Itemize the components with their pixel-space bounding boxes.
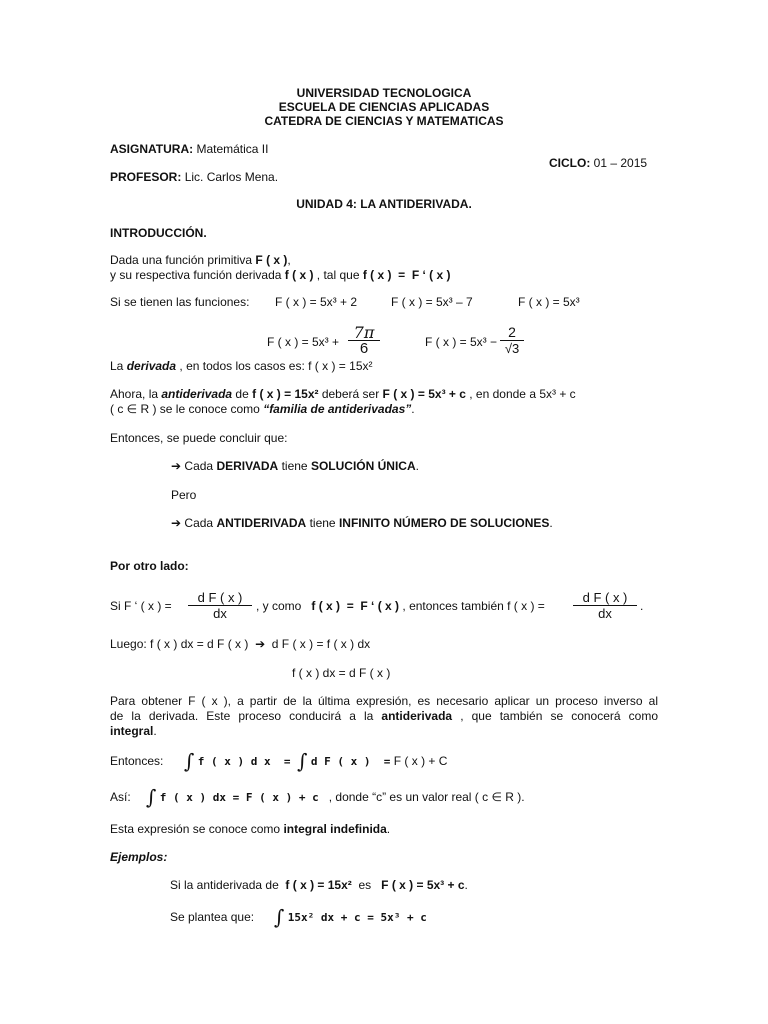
conclude-text: Entonces, se puede concluir que:	[110, 431, 288, 445]
function-5-prefix: F ( x ) = 5x³ −	[425, 335, 498, 349]
example-integral: ∫ 15x² dx + c = 5x³ + c	[274, 905, 427, 929]
fraction-numerator: d F ( x )	[188, 590, 252, 606]
bullet-antiderivada: ➔ Cada ANTIDERIVADA tiene INFINITO NÚMERO DE SOLUCIONES.	[171, 516, 553, 530]
antiderivative-line-1: Ahora, la antiderivada de f ( x ) = 15x² deberá ser F ( x ) = 5x³ + c , en donde a 5x³ + c	[110, 387, 576, 401]
cycle-value: 01 – 2015	[593, 156, 648, 170]
bullet-derivada: ➔ Cada DERIVADA tiene SOLUCIÓN ÚNICA.	[171, 459, 419, 473]
arrow-right-icon: ➔	[255, 637, 266, 651]
integral-icon: ∫	[146, 785, 157, 809]
subject-line	[110, 142, 268, 156]
integral-icon: ∫	[297, 749, 308, 773]
function-4-prefix: F ( x ) = 5x³ +	[267, 335, 340, 349]
fraction-2-over-sqrt3	[500, 325, 524, 356]
pero-text: Pero	[171, 488, 197, 502]
subject-label: ASIGNATURA:	[110, 142, 194, 156]
indefinite-line: Esta expresión se conoce como integral indefinida.	[110, 822, 391, 836]
cycle-line	[549, 156, 647, 170]
fraction-denominator: √3	[504, 341, 520, 356]
math-f-equals-Fprime: f ( x ) = F ‘ ( x )	[362, 268, 451, 282]
intro-heading: INTRODUCCIÓN.	[110, 226, 207, 240]
obtain-line-1: Para obtener F ( x ), a partir de la última expresión, es necesario aplicar un proceso inverso al	[110, 694, 658, 708]
cycle-label: CICLO:	[549, 156, 591, 170]
asi-label: Así:	[110, 790, 131, 804]
integral-icon: ∫	[184, 749, 195, 773]
math-F-x: F ( x )	[255, 253, 288, 267]
math-f-x: f ( x )	[284, 268, 314, 282]
example-line-2-label: Se plantea que:	[170, 910, 255, 924]
professor-line	[110, 170, 278, 184]
arrow-right-icon: ➔	[171, 516, 182, 530]
fraction-7pi-over-6	[348, 325, 380, 356]
function-3: F ( x ) = 5x³	[518, 295, 580, 309]
professor-label: PROFESOR:	[110, 170, 182, 184]
fraction-denominator: dx	[598, 606, 612, 621]
unit-title: UNIDAD 4: LA ANTIDERIVADA.	[296, 197, 472, 211]
fraction-denominator: dx	[213, 606, 227, 621]
function-1: F ( x ) = 5x³ + 2	[275, 295, 358, 309]
subject-value: Matemática II	[196, 142, 269, 156]
si-line-prefix: Si F ‘ ( x ) =	[110, 599, 172, 613]
si-line-end: .	[640, 599, 644, 613]
fraction-numerator: 7π	[348, 325, 380, 341]
antiderivative-line-2: ( c ∈ R ) se le conoce como “familia de antiderivadas”.	[110, 402, 415, 416]
intro-line-1: Dada una función primitiva F ( x ),	[110, 253, 291, 267]
obtain-line-2: de la derivada. Este proceso conducirá a la antiderivada , que también se conocerá como	[110, 709, 658, 723]
integral-equation-1: ∫ f ( x ) d x = ∫ d F ( x ) = F ( x ) + C	[184, 749, 448, 773]
fraction-denominator: 6	[359, 340, 369, 357]
fraction-dF-over-dx-2	[573, 590, 637, 621]
luego-line-2: f ( x ) dx = d F ( x )	[292, 666, 391, 680]
functions-lead: Si se tienen las funciones:	[110, 295, 250, 309]
example-line-1: Si la antiderivada de f ( x ) = 15x² es F ( x ) = 5x³ + c.	[170, 878, 468, 892]
obtain-line-3: integral.	[110, 724, 157, 738]
fraction-numerator: 2	[500, 325, 524, 341]
examples-heading: Ejemplos:	[110, 850, 168, 864]
intro-line-2: y su respectiva función derivada f ( x ) , tal que f ( x ) = F ‘ ( x )	[110, 268, 451, 282]
school-title: ESCUELA DE CIENCIAS APLICADAS	[278, 100, 490, 114]
other-side-heading: Por otro lado:	[110, 559, 189, 573]
arrow-right-icon: ➔	[171, 459, 182, 473]
fraction-numerator: d F ( x )	[573, 590, 637, 606]
chair-title: CATEDRA DE CIENCIAS Y MATEMATICAS	[264, 114, 504, 128]
derivative-line: La derivada , en todos los casos es: f ( x ) = 15x²	[110, 359, 373, 373]
fraction-dF-over-dx	[188, 590, 252, 621]
integral-icon: ∫	[274, 905, 285, 929]
professor-value: Lic. Carlos Mena.	[184, 170, 279, 184]
si-line-middle: , y como f ( x ) = F ‘ ( x ) , entonces también f ( x ) =	[256, 599, 545, 613]
function-2: F ( x ) = 5x³ – 7	[391, 295, 473, 309]
luego-line: Luego: f ( x ) dx = d F ( x ) ➔ d F ( x ) = f ( x ) dx	[110, 637, 371, 651]
integral-equation-2: ∫ f ( x ) dx = F ( x ) + c , donde “c” es un valor real ( c ∈ R ).	[146, 785, 525, 809]
university-title: UNIVERSIDAD TECNOLOGICA	[296, 86, 472, 100]
entonces-label: Entonces:	[110, 754, 164, 768]
